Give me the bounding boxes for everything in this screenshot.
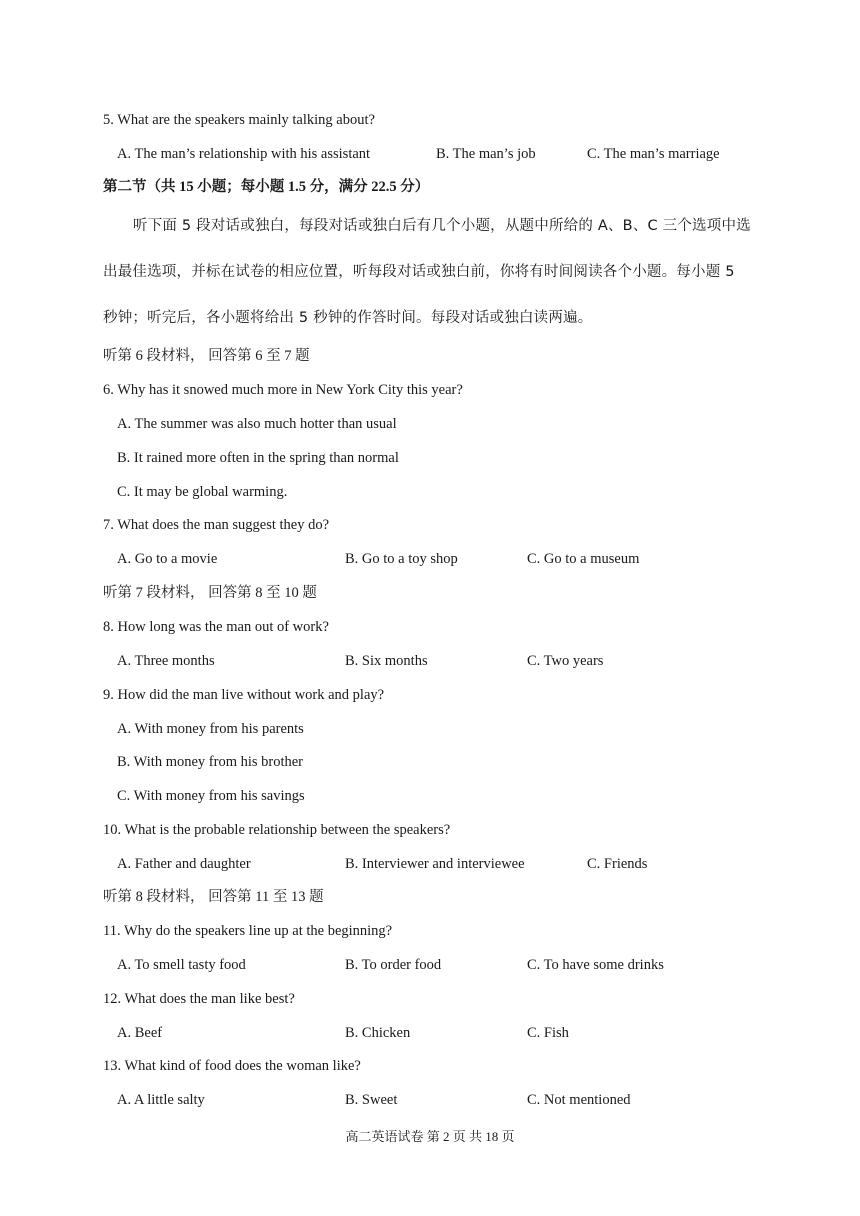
q5-option-a: A. The man’s relationship with his assistant [117,146,371,162]
q8-option-b: B. Six months [345,653,428,669]
question-9: 9. How did the man live without work and play? [103,687,385,703]
q13-option-b: B. Sweet [345,1092,398,1108]
q12-option-a: A. Beef [117,1025,163,1041]
section-2-title: 第二节（共 15 小题；每小题 1.5 分，满分 22.5 分） [103,179,430,195]
question-12: 12. What does the man like best? [103,991,295,1007]
q9-option-a: A. With money from his parents [117,721,304,737]
q10-option-c: C. Friends [587,856,648,872]
group-6-label: 听第 6 段材料， 回答第 6 至 7 题 [103,348,310,364]
q12-option-b: B. Chicken [345,1025,411,1041]
q6-option-a: A. The summer was also much hotter than usual [117,416,397,432]
q13-option-a: A. A little salty [117,1092,205,1108]
q7-option-c: C. Go to a museum [527,551,640,567]
group-7-label: 听第 7 段材料， 回答第 8 至 10 题 [103,585,317,601]
question-11: 11. Why do the speakers line up at the beginning? [103,923,393,939]
q11-option-c: C. To have some drinks [527,957,664,973]
q8-option-a: A. Three months [117,653,215,669]
question-6: 6. Why has it snowed much more in New York City this year? [103,382,463,398]
section-2-instructions-line-1: 听下面 5 段对话或独白，每段对话或独白后有几个小题，从题中所给的 A、B、C 三个选项中选 [133,218,751,234]
q7-option-b: B. Go to a toy shop [345,551,458,567]
q6-option-b: B. It rained more often in the spring than normal [117,450,399,466]
question-5: 5. What are the speakers mainly talking about? [103,112,375,128]
q12-option-c: C. Fish [527,1025,569,1041]
question-8: 8. How long was the man out of work? [103,619,329,635]
section-2-instructions-line-3: 秒钟；听完后，各小题将给出 5 秒钟的作答时间。每段对话或独白读两遍。 [103,310,593,326]
q10-option-b: B. Interviewer and interviewee [345,856,525,872]
section-2-instructions-line-2: 出最佳选项，并标在试卷的相应位置，听每段对话或独白前，你将有时间阅读各个小题。每小题 5 [103,264,735,280]
question-13: 13. What kind of food does the woman like? [103,1058,361,1074]
question-10: 10. What is the probable relationship between the speakers? [103,822,451,838]
group-8-label: 听第 8 段材料， 回答第 11 至 13 题 [103,889,324,905]
q13-option-c: C. Not mentioned [527,1092,631,1108]
q10-option-a: A. Father and daughter [117,856,251,872]
q5-option-b: B. The man’s job [436,146,536,162]
page-footer: 高二英语试卷 第 2 页 共 18 页 [345,1129,515,1144]
q5-option-c: C. The man’s marriage [587,146,720,162]
question-7: 7. What does the man suggest they do? [103,517,330,533]
q11-option-b: B. To order food [345,957,442,973]
q11-option-a: A. To smell tasty food [117,957,246,973]
q8-option-c: C. Two years [527,653,604,669]
q9-option-c: C. With money from his savings [117,788,305,804]
q7-option-a: A. Go to a movie [117,551,218,567]
q6-option-c: C. It may be global warming. [117,484,288,500]
q9-option-b: B. With money from his brother [117,754,304,770]
